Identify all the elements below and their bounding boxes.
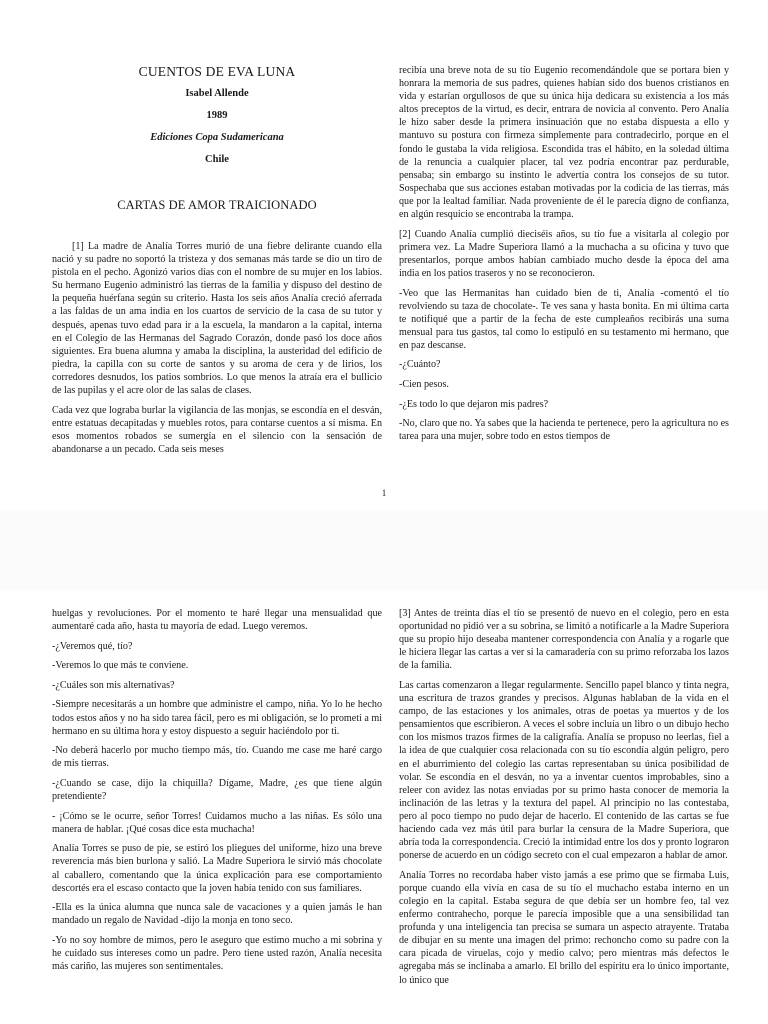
story-title: CARTAS DE AMOR TRAICIONADO [117,198,317,212]
paragraph: [3] Antes de treinta días el tío se presentó de nuevo en el colegio, pero en esta oportunidad no pidió ver a su sobrina, se limitó a notificarle a la Madre Superiora que su propio hijo deseaba mantener correspondencia con Analía y a rogarle que le hiciera llegar las cartas a ver si la camaradería con su primo reforzaba los lazos de la familia. [399,608,729,672]
paragraph: -Siempre necesitarás a un hombre que administre el campo, niña. Yo lo he hecho todos estos años y no ha sido tarea fácil, pero es mi obligación, se lo prometí a mi hermano en su última hora y estoy dispuesto a seguir haciéndolo por ti. [52,699,382,737]
book-publisher: Ediciones Copa Sudamericana [150,132,284,143]
paragraph: -¿Veremos qué, tío? [52,640,133,652]
paragraph: Las cartas comenzaron a llegar regularmente. Sencillo papel blanco y tinta negra, una escritura de trazos grandes y precisos. Algunas hablaban de la vida en el campo, de las estaciones y los animales, otras de poetas ya muertos y de los pensamientos que escribieron. A veces el sobre incluía un libro o un dibujo hecho con los mismos trazos firmes de la caligrafía. Analía se propuso no leerlas, fiel a la idea de que cualquier cosa relacionada con su tío escondía algún peligro, pero en el aburrimiento del colegio las cartas representaban su única posibilidad de volar. Se escondía en el desván, no ya a inventar cuentos improbables, sino a releer con avidez las notas enviadas por su primo hasta conocer de memoria la inclinación de las letras y la textura del papel. Al principio no las contestaba, pero al poco tiempo no pudo dejar de hacerlo. El contenido de las cartas se fue haciendo cada vez más útil para burlar la censura de la Madre Superiora, que abría toda la correspondencia. Creció la intimidad entre los dos y pronto lograron ponerse de acuerdo en un código secreto con el cual empezaron a hablar de amor. [399,679,729,862]
page-1-right-column [399,64,729,450]
page-2-right-column [399,607,729,993]
paragraph: -Yo no soy hombre de mimos, pero le aseguro que estimo mucho a mi sobrina y he cuidado sus intereses como un padre. Pero tiene usted razón, Analía necesita más cariño, las mujeres son sentimentales. [52,934,382,973]
paragraph: Cada vez que lograba burlar la vigilancia de las monjas, se escondía en el desván, entre estatuas decapitadas y muebles rotos, para contarse cuentos a sí misma. En esos momentos robados se sumergía en el silencio con la sensación de abandonarse a un pecado. Cada seis meses [52,404,382,455]
page-1 [0,0,768,510]
page-1-left-column [52,240,382,463]
paragraph: Analía Torres se puso de pie, se estiró los pliegues del uniforme, hizo una breve reverencia más bien burlona y salió. La Madre Superiora le sirvió más chocolate al caballero, comentando que la única explicación para ese comportamiento descortés era el escaso contacto que la joven había tenido con sus familiares. [52,843,382,894]
paragraph: -Veo que las Hermanitas han cuidado bien de ti, Analía -comentó el tío revolviendo su taza de chocolate-. Te ves sana y hasta bonita. En mi última carta te notifiqué que a partir de la fecha de este cumpleaños recibirás una suma mensual para tus gastos, tal como lo estipuló en su testamento mi hermano, que en paz descanse. [399,287,729,351]
paragraph: -¿Es todo lo que dejaron mis padres? [399,398,549,410]
page-2-left-column [52,607,382,980]
paragraph: Analía Torres no recordaba haber visto jamás a ese primo que se firmaba Luis, porque cuando ella vivía en casa de su tío el muchacho estaba interno en un colegio en la capital. Estaba segura de que debía ser un hombre feo, tal vez enfermo contrahecho, porque le parecía imposible que a una sensibilidad tan profunda y una inteligencia tan precisa se sumara un aspecto atrayente. Trataba de dibujar en su mente una imagen del primo: rechoncho como su padre con la cara picada de viruelas, cojo y medio calvo; pero mientras más defectos le agregaba más se inclinaba a amarlo. El brillo del espíritu era lo único importante, lo único que [399,869,729,986]
page-separator [0,510,768,590]
book-year: 1989 [206,110,228,121]
paragraph: - ¡Cómo se le ocurre, señor Torres! Cuidamos mucho a las niñas. Es sólo una manera de hablar. ¡Qué cosas dice esta muchacha! [52,810,382,835]
page-2 [0,590,768,1024]
paragraph: huelgas y revoluciones. Por el momento te haré llegar una mensualidad que aumentaré cada año, hasta tu mayoría de edad. Luego veremos. [52,608,382,633]
book-title: CUENTOS DE EVA LUNA [138,64,296,79]
paragraph: -Cien pesos. [399,379,449,391]
book-country: Chile [205,154,229,165]
paragraph: -No, claro que no. Ya sabes que la hacienda te pertenece, pero la agricultura no es tarea para una mujer, sobre todo en estos tiempos de [399,418,729,443]
book-author: Isabel Allende [185,88,249,99]
paragraph: -No deberá hacerlo por mucho tiempo más, tío. Cuando me case me haré cargo de mis tierras. [52,745,382,770]
paragraph: [1] La madre de Analía Torres murió de una fiebre delirante cuando ella nació y su padre no soportó la tristeza y dos semanas más tarde se dio un tiro de pistola en el pecho. Agonizó varios días con el nombre de su mujer en los labios. Su hermano Eugenio administró las tierras de la familia y dispuso del destino de la pequeña huérfana según su criterio. Hasta los seis años Analía creció aferrada a las faldas de un ama india en los cuartos de servicio de la casa de su tutor y después, apenas tuvo edad para ir a la escuela, la mandaron a la capital, interna en el Colegio de las Hermanas del Sagrado Corazón, donde pasó los doce años siguientes. Era buena alumna y amaba la disciplina, la austeridad del edificio de piedra, la capilla con su corte de santos y su aroma de cera y de lirios, los corredores desnudos, los patios sombríos. Lo que menos la atraía era el bullicio de las pupilas y el acre olor de las salas de clases. [52,241,382,397]
paragraph: -¿Cuáles son mis alternativas? [52,679,175,691]
paragraph: -Ella es la única alumna que nunca sale de vacaciones y a quien jamás le han mandado un regalo de Navidad -dijo la monja en tono seco. [52,902,382,927]
paragraph: recibía una breve nota de su tío Eugenio recomendándole que se portara bien y honrara la memoria de sus padres, quienes habían sido dos buenos cristianos en vida y estarían orgullosos de que su única hija dedicara su existencia a los más altos preceptos de la virtud, es decir, entrara de novicia al convento. Pero Analía le hizo saber desde la primera insinuación que no estaba dispuesta a ello y mantuvo su postura con firmeza simplemente para contradecirlo, porque en el fondo le gustaba la vida religiosa. Escondida tras el hábito, en la soledad última de la renuncia a cualquier placer, tal vez podría encontrar paz perdurable, pensaba; sin embargo su instinto le advertía contra los consejos de su tutor. Sospechaba que sus acciones estaban motivadas por la codicia de las tierras, más que por la lealtad familiar. Nada proveniente de él le parecía digno de confianza, en algún resquicio se encontraba la trampa. [399,65,729,221]
paragraph: -¿Cuando se case, dijo la chiquilla? Dígame, Madre, ¿es que tiene algún pretendiente? [52,777,382,803]
paragraph: -Veremos lo que más te conviene. [52,660,189,672]
book-header [52,64,382,165]
page-number: 1 [381,488,387,498]
paragraph: [2] Cuando Analía cumplió dieciséis años, su tío fue a visitarla al colegio por primera vez. La Madre Superiora llamó a la muchacha a su oficina y tuvo que presentarlos, porque ambos habían cambiado mucho desde la época del ama india en los patios traseros y no se reconocieron. [399,228,729,279]
paragraph: -¿Cuánto? [399,359,441,371]
